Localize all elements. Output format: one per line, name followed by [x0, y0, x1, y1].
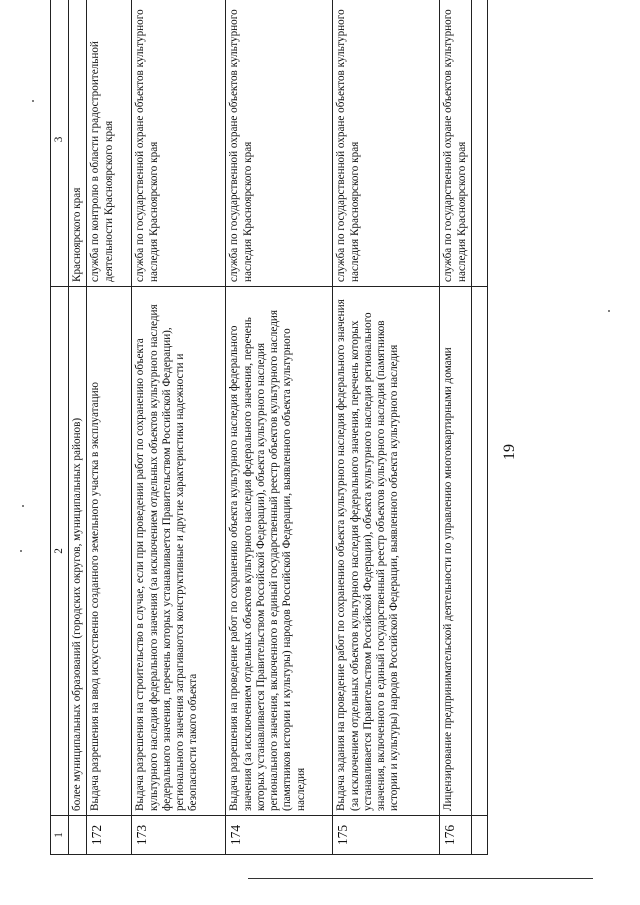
group-num-cell	[69, 816, 87, 855]
table-row	[226, 0, 333, 855]
row-service: Выдача задания на проведение работ по сохранению объекта культурного наследия федерального значения (за исключением отдельных объектов культурного наследия федерального значения, перечень которых устанавливается Правительством Российской Федерации), объекта культурного наследия регионального значения, включенного в единый государственный реестр объектов культурного наследия (памятников истории и культуры) народов Российской Федерации, выявленного объекта культурного наследия	[333, 287, 440, 816]
page-number: 19	[501, 444, 518, 460]
row-number: 176	[440, 816, 471, 855]
table-row	[87, 0, 132, 855]
services-table	[50, 0, 488, 855]
row-number: 172	[87, 816, 132, 855]
empty-cell	[471, 287, 487, 816]
empty-cell	[471, 816, 487, 855]
header-col-2: 2	[51, 287, 69, 816]
empty-cell	[471, 0, 487, 287]
header-row	[51, 0, 69, 855]
table-bottom-row	[471, 0, 487, 855]
row-service: Выдача разрешения на ввод искусственно созданного земельного участка в эксплуатацию	[87, 287, 132, 816]
row-authority: служба по государственной охране объектов культурного наследия Красноярского края	[333, 0, 440, 287]
row-authority: служба по государственной охране объектов культурного наследия Красноярского края	[440, 0, 471, 287]
group-continuation-row	[69, 0, 87, 855]
services-table-frame	[50, 9, 477, 855]
scan-speck	[32, 100, 34, 102]
scan-speck	[22, 505, 24, 507]
row-authority: служба по государственной охране объектов культурного наследия Красноярского края	[226, 0, 333, 287]
scan-speck	[608, 310, 610, 312]
row-number: 173	[132, 816, 226, 855]
scan-edge-line	[248, 878, 593, 879]
table-row	[132, 0, 226, 855]
row-authority: служба по контролю в области градостроительной деятельности Красноярского края	[87, 0, 132, 287]
row-number: 175	[333, 816, 440, 855]
row-number: 174	[226, 816, 333, 855]
group-authority-cell: Красноярского края	[69, 0, 87, 287]
table-row	[440, 0, 471, 855]
group-service-cell: более муниципальных образований (городских округов, муниципальных районов)	[69, 287, 87, 816]
scan-speck	[20, 550, 22, 552]
row-service: Лицензирование предпринимательской деятельности по управлению многоквартирными домами	[440, 287, 471, 816]
row-service: Выдача разрешения на строительство в случае, если при проведении работ по сохранению объекта культурного наследия федерального значения (за исключением отдельных объектов культурного наследия федерального значения, перечень которых устанавливается Правительством Российской Федерации), регионального значения затрагиваются конструктивные и другие характеристики надежности и безопасности такого объекта	[132, 287, 226, 816]
row-authority: служба по государственной охране объектов культурного наследия Красноярского края	[132, 0, 226, 287]
header-col-3: 3	[51, 0, 69, 287]
row-service: Выдача разрешения на проведение работ по сохранению объекта культурного наследия федерального значения (за исключением отдельных объектов культурного наследия федерального значения, перечень которых устанавливается Правительством Российской Федерации), объекта культурного наследия регионального значения, включенного в единый государственный реестр объектов культурного наследия (памятников истории и культуры) народов Российской Федерации, выявленного объекта культурного наследия	[226, 287, 333, 816]
table-row	[333, 0, 440, 855]
header-col-1: 1	[51, 816, 69, 855]
